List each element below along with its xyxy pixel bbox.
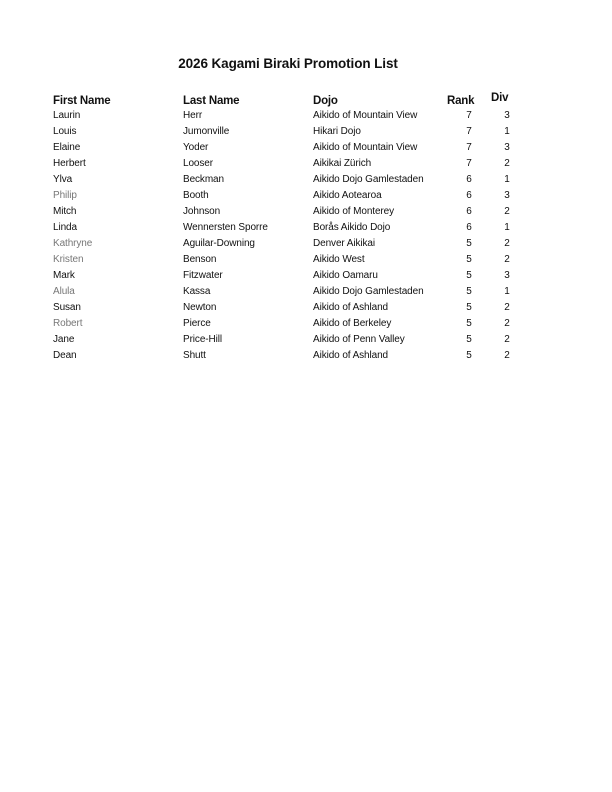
cell-last-name: Benson bbox=[183, 254, 217, 265]
cell-dojo: Aikido Dojo Gamlestaden bbox=[313, 174, 424, 185]
cell-last-name: Fitzwater bbox=[183, 270, 223, 281]
header-dojo: Dojo bbox=[313, 95, 338, 107]
table-row bbox=[53, 348, 523, 364]
cell-dojo: Denver Aikikai bbox=[313, 238, 375, 249]
cell-first-name: Mark bbox=[53, 270, 75, 281]
header-first-name: First Name bbox=[53, 95, 111, 107]
cell-rank: 5 bbox=[466, 334, 472, 345]
cell-rank: 5 bbox=[466, 302, 472, 313]
table-row bbox=[53, 188, 523, 204]
cell-first-name: Ylva bbox=[53, 174, 73, 185]
cell-last-name: Yoder bbox=[183, 142, 209, 153]
cell-div: 2 bbox=[504, 254, 510, 265]
cell-rank: 6 bbox=[466, 190, 472, 201]
cell-first-name: Kathryne bbox=[53, 238, 93, 249]
table-row bbox=[53, 124, 523, 140]
cell-first-name: Philip bbox=[53, 190, 77, 201]
cell-last-name: Shutt bbox=[183, 350, 206, 361]
cell-rank: 5 bbox=[466, 238, 472, 249]
cell-dojo: Aikido of Mountain View bbox=[313, 142, 418, 153]
cell-first-name: Mitch bbox=[53, 206, 77, 217]
cell-first-name: Herbert bbox=[53, 158, 86, 169]
cell-first-name: Robert bbox=[53, 318, 83, 329]
table-row bbox=[53, 204, 523, 220]
cell-div: 1 bbox=[504, 286, 510, 297]
cell-dojo: Hikari Dojo bbox=[313, 126, 361, 137]
cell-last-name: Johnson bbox=[183, 206, 221, 217]
cell-first-name: Elaine bbox=[53, 142, 81, 153]
table-row bbox=[53, 108, 523, 124]
table-row bbox=[53, 316, 523, 332]
cell-div: 1 bbox=[504, 174, 510, 185]
promotion-table bbox=[53, 90, 523, 364]
cell-rank: 7 bbox=[466, 126, 472, 137]
cell-div: 2 bbox=[504, 318, 510, 329]
cell-div: 2 bbox=[504, 350, 510, 361]
cell-rank: 5 bbox=[466, 254, 472, 265]
table-row bbox=[53, 284, 523, 300]
table-body bbox=[53, 108, 523, 364]
table-row bbox=[53, 252, 523, 268]
cell-div: 2 bbox=[504, 158, 510, 169]
cell-rank: 5 bbox=[466, 318, 472, 329]
cell-rank: 7 bbox=[466, 142, 472, 153]
cell-first-name: Jane bbox=[53, 334, 75, 345]
cell-div: 3 bbox=[504, 142, 510, 153]
cell-rank: 6 bbox=[466, 222, 472, 233]
cell-div: 2 bbox=[504, 206, 510, 217]
cell-rank: 6 bbox=[466, 206, 472, 217]
cell-rank: 5 bbox=[466, 270, 472, 281]
table-header-row bbox=[53, 90, 523, 108]
cell-last-name: Jumonville bbox=[183, 126, 230, 137]
table-row bbox=[53, 268, 523, 284]
cell-rank: 6 bbox=[466, 174, 472, 185]
cell-dojo: Aikido of Penn Valley bbox=[313, 334, 405, 345]
cell-last-name: Kassa bbox=[183, 286, 211, 297]
cell-div: 1 bbox=[504, 126, 510, 137]
cell-div: 1 bbox=[504, 222, 510, 233]
cell-div: 3 bbox=[504, 190, 510, 201]
table-row bbox=[53, 332, 523, 348]
cell-dojo: Aikido Oamaru bbox=[313, 270, 378, 281]
cell-first-name: Linda bbox=[53, 222, 77, 233]
cell-rank: 5 bbox=[466, 286, 472, 297]
cell-dojo: Aikido of Monterey bbox=[313, 206, 395, 217]
cell-dojo: Aikido Dojo Gamlestaden bbox=[313, 286, 424, 297]
cell-div: 2 bbox=[504, 238, 510, 249]
table-row bbox=[53, 156, 523, 172]
cell-dojo: Aikido of Mountain View bbox=[313, 110, 418, 121]
cell-first-name: Alula bbox=[53, 286, 75, 297]
header-div bbox=[491, 90, 523, 108]
cell-rank: 7 bbox=[466, 110, 472, 121]
cell-last-name: Price-Hill bbox=[183, 334, 223, 345]
cell-last-name: Aguilar-Downing bbox=[183, 238, 255, 249]
header-last-name: Last Name bbox=[183, 95, 240, 107]
cell-last-name: Beckman bbox=[183, 174, 224, 185]
cell-dojo: Aikido of Ashland bbox=[313, 350, 389, 361]
cell-first-name: Susan bbox=[53, 302, 81, 313]
cell-first-name: Dean bbox=[53, 350, 77, 361]
cell-rank: 5 bbox=[466, 350, 472, 361]
cell-div: 3 bbox=[504, 110, 510, 121]
cell-dojo: Borås Aikido Dojo bbox=[313, 222, 391, 233]
cell-dojo: Aikido of Ashland bbox=[313, 302, 389, 313]
table-row bbox=[53, 236, 523, 252]
cell-div: 2 bbox=[504, 302, 510, 313]
header-div-label: Div bbox=[491, 92, 509, 104]
page-title: 2026 Kagami Biraki Promotion List bbox=[178, 56, 398, 71]
cell-first-name: Louis bbox=[53, 126, 77, 137]
cell-dojo: Aikido West bbox=[313, 254, 365, 265]
cell-last-name: Herr bbox=[183, 110, 203, 121]
cell-last-name: Wennersten Sporre bbox=[183, 222, 268, 233]
cell-last-name: Pierce bbox=[183, 318, 211, 329]
cell-last-name: Newton bbox=[183, 302, 217, 313]
header-rank: Rank bbox=[447, 95, 475, 107]
cell-div: 3 bbox=[504, 270, 510, 281]
cell-first-name: Laurin bbox=[53, 110, 81, 121]
table-row bbox=[53, 300, 523, 316]
cell-dojo: Aikikai Zürich bbox=[313, 158, 372, 169]
cell-dojo: Aikido of Berkeley bbox=[313, 318, 392, 329]
table-row bbox=[53, 140, 523, 156]
table-row bbox=[53, 220, 523, 236]
table-row bbox=[53, 172, 523, 188]
cell-last-name: Looser bbox=[183, 158, 213, 169]
cell-last-name: Booth bbox=[183, 190, 209, 201]
cell-first-name: Kristen bbox=[53, 254, 84, 265]
cell-div: 2 bbox=[504, 334, 510, 345]
cell-dojo: Aikido Aotearoa bbox=[313, 190, 382, 201]
cell-rank: 7 bbox=[466, 158, 472, 169]
